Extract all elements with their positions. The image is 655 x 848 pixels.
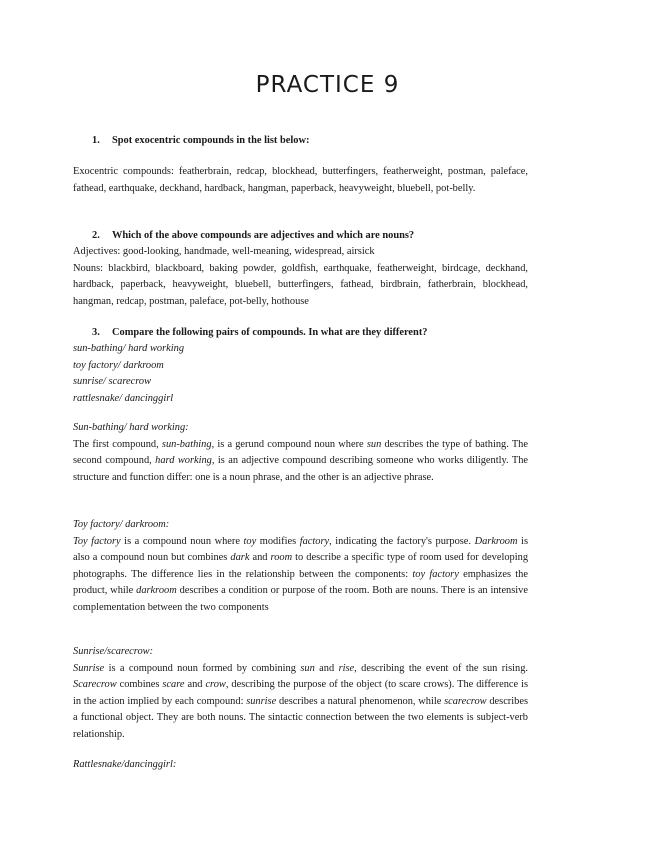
pair-item: sunrise/ scarecrow xyxy=(73,376,152,387)
section-body: Toy factory is a compound noun where toy modifies factory, indicating the factory's purpose. Darkroom is also a compound noun but combines dark and room to describe a specific type of room used for developing photographs. The difference lies in the relationship between the components: toy factory emphasizes the product, while darkroom describes a condition or purpose of the room. Both are nouns. There is an intensive complementation between the two components xyxy=(73,535,529,613)
section-rattlesnake xyxy=(73,757,528,774)
exocentric-list: Exocentric compounds: featherbrain, redcap, blockhead, butterfingers, featherweight, postman, paleface, fathead, earthquake, deckhand, hardback, hangman, paperback, heavyweight, bluebell, pot-belly. xyxy=(73,166,528,194)
section-body: The first compound, sun-bathing, is a gerund compound noun where sun describes the type of bathing. The second compound, hard working, is an adjective compound describing someone who works diligently. The structure and function differ: one is a noun phrase, and the other is an adjective phrase. xyxy=(73,438,529,483)
italic-term: crow xyxy=(205,679,226,690)
italic-term: Sunrise xyxy=(73,662,105,674)
italic-term: Toy factory xyxy=(73,535,121,547)
italic-term: room xyxy=(270,552,293,563)
italic-term: Scarecrow xyxy=(73,679,117,690)
nouns-list: Nouns: blackbird, blackboard, baking powder, goldfish, earthquake, featherweight, birdcage, deckhand, hardback, paperback, heavyweight, bluebell, butterfingers, fathead, birdbrain, fatherbrain, blockhead, hangman, redcap, postman, paleface, pot-belly, hothouse xyxy=(73,262,528,307)
question-2-number: 2. xyxy=(92,230,100,241)
pair-item: toy factory/ darkroom xyxy=(73,359,164,371)
italic-term: sun xyxy=(300,662,315,674)
question-3-text: Compare the following pairs of compounds. In what are they different? xyxy=(112,327,428,338)
italic-term: dark xyxy=(230,552,250,563)
italic-term: scarecrow xyxy=(444,695,487,707)
italic-term: hard working xyxy=(155,455,212,466)
question-1-number: 1. xyxy=(92,135,100,146)
italic-term: sun xyxy=(366,438,382,450)
italic-term: darkroom xyxy=(136,585,177,596)
section-heading: Toy factory/ darkroom: xyxy=(73,519,170,530)
question-2-heading xyxy=(92,228,532,245)
section-sun-bathing xyxy=(73,420,528,486)
compound-pairs-list xyxy=(73,341,528,407)
question-2-text: Which of the above compounds are adjectives and which are nouns? xyxy=(112,230,415,241)
question-1-text: Spot exocentric compounds in the list below: xyxy=(112,135,310,146)
italic-term: toy factory xyxy=(412,568,459,580)
question-1-heading xyxy=(92,133,532,150)
italic-term: toy xyxy=(243,535,257,547)
page-title: PRACTICE 9 xyxy=(255,72,400,98)
italic-term: Darkroom xyxy=(474,535,518,547)
question-3-number: 3. xyxy=(92,327,100,338)
section-heading: Sun-bathing/ hard working: xyxy=(73,422,189,433)
italic-term: factory xyxy=(299,535,330,547)
section-heading: Rattlesnake/dancinggirl: xyxy=(73,759,177,770)
italic-term: sun-bathing xyxy=(161,438,212,450)
adjectives-line: Adjectives: good-looking, handmade, well-meaning, widespread, airsick xyxy=(73,246,375,257)
question-3-heading xyxy=(92,325,532,342)
section-sunrise xyxy=(73,644,528,743)
section-toy-factory xyxy=(73,517,528,616)
question-1-answer xyxy=(73,164,528,197)
section-body: Sunrise is a compound noun formed by combining sun and rise, describing the event of the sun rising. Scarecrow combines scare and crow, describing the purpose of the object (to scare crows). The difference is in the action implied by each compound: sunrise describes a natural phenomenon, while scarecrow describes a functional object. They are both nouns. The sintactic connection between the two elements is subject-verb relationship. xyxy=(73,662,529,740)
question-2-answer xyxy=(73,244,528,310)
italic-term: rise xyxy=(338,662,355,674)
section-heading: Sunrise/scarecrow: xyxy=(73,646,154,657)
italic-term: scare xyxy=(162,679,185,690)
pair-item: sun-bathing/ hard working xyxy=(73,343,185,354)
italic-term: sunrise xyxy=(246,695,277,707)
pair-item: rattlesnake/ dancinggirl xyxy=(73,392,174,404)
